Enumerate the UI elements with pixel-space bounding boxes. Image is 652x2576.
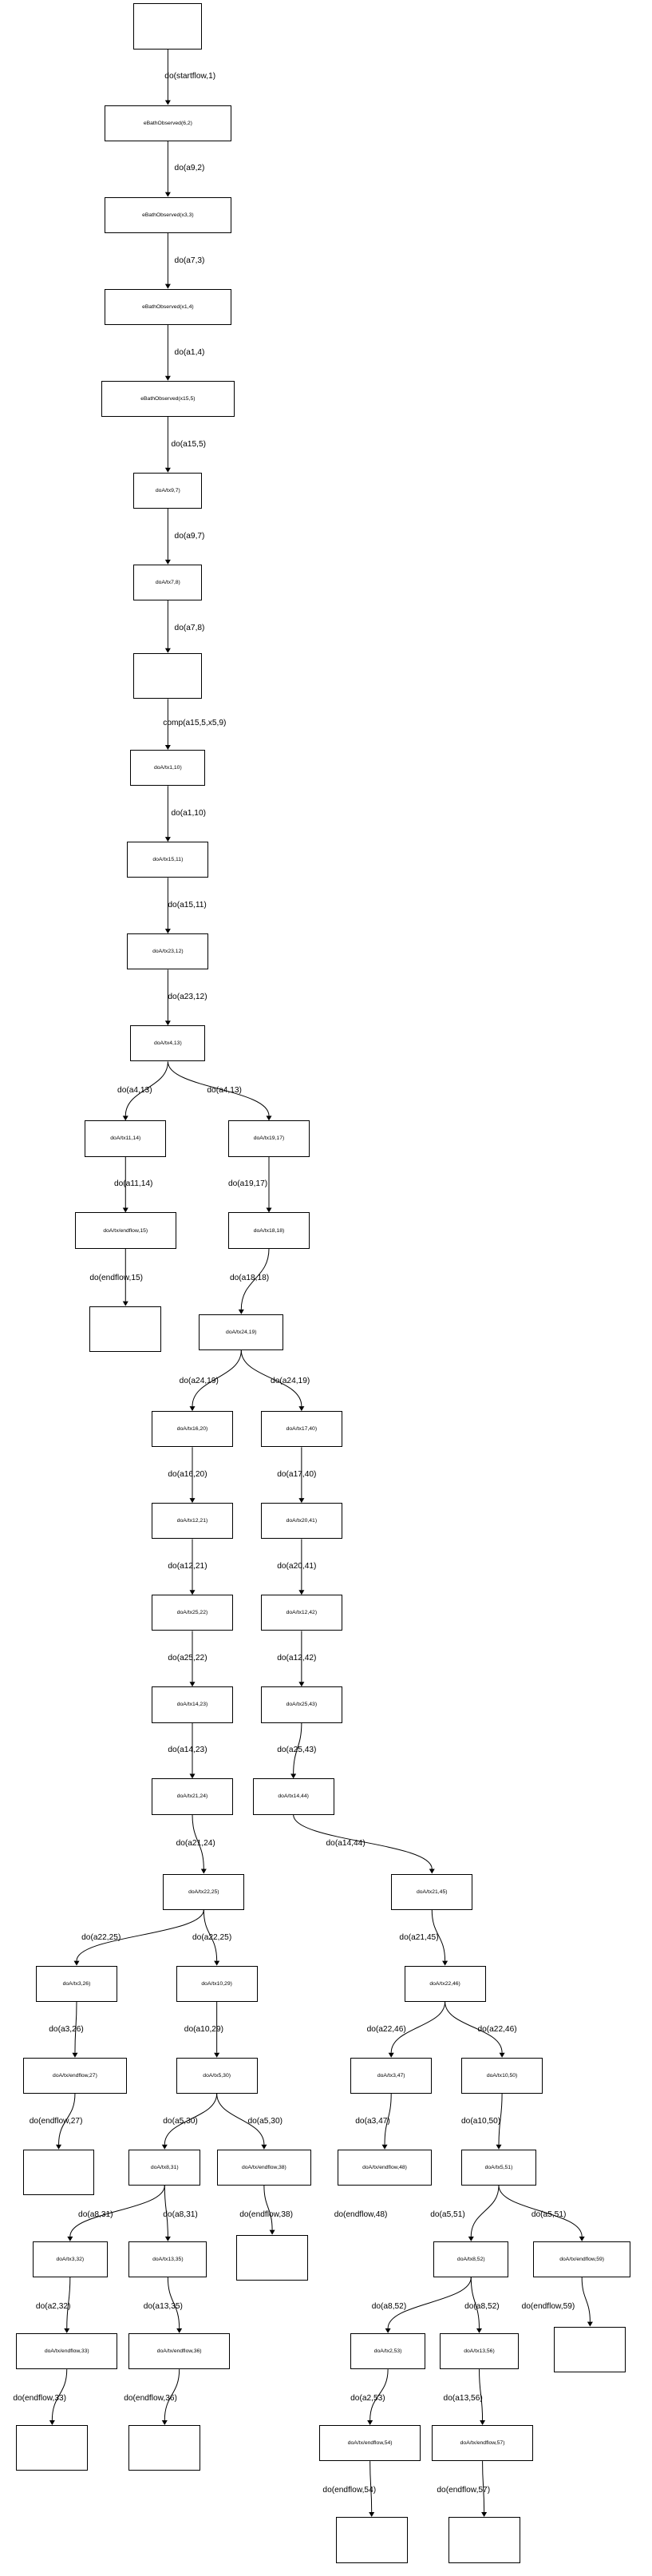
graph-node: doA/tx8,31) — [128, 2150, 200, 2186]
edge-label: do(a10,50) — [461, 2116, 501, 2126]
graph-node: doA/tx24,19) — [199, 1314, 283, 1350]
graph-node: doA/tx23,12) — [127, 933, 208, 969]
edge-label: do(a12,21) — [168, 1562, 207, 1571]
edge-label: do(a21,24) — [176, 1839, 215, 1849]
graph-node: doA/tx25,22) — [152, 1595, 233, 1631]
edge-label: do(startflow,1) — [164, 72, 216, 81]
graph-node: doA/tx/endflow,27) — [23, 2058, 128, 2094]
graph-node: doA/tx22,46) — [405, 1966, 486, 2002]
graph-node: doA/tx25,43) — [261, 1686, 342, 1722]
edge-label: do(a13,35) — [143, 2301, 183, 2311]
edge-label: do(a22,46) — [366, 2024, 406, 2034]
edge-label: do(a5,51) — [531, 2209, 567, 2219]
graph-node: doA/tx3,32) — [33, 2241, 108, 2277]
edge-label: do(a15,5) — [171, 439, 206, 449]
edge-label: do(a25,22) — [168, 1654, 207, 1663]
graph-node: doA/tx3,26) — [36, 1966, 117, 2002]
edge-label: do(a7,3) — [174, 256, 205, 265]
edge-label: do(a5,51) — [430, 2209, 465, 2219]
graph-node: doA/tx/endflow,38) — [217, 2150, 311, 2186]
graph-node-terminal — [236, 2235, 308, 2281]
edge-label: do(endflow,38) — [239, 2209, 293, 2219]
edge-label: do(a24,19) — [179, 1376, 219, 1385]
graph-node: doA/tx9,7) — [133, 473, 202, 509]
graph-node: doA/tx8,52) — [433, 2241, 508, 2277]
edge-label: do(a21,45) — [399, 1932, 439, 1942]
edge-label: do(a16,20) — [168, 1470, 207, 1480]
graph-node: eBathObserved(x3,3) — [105, 197, 231, 233]
edge-label: do(endflow,57) — [437, 2485, 491, 2495]
graph-node-terminal — [554, 2327, 626, 2373]
edge-label: do(endflow,27) — [29, 2116, 83, 2126]
edge-label: do(a3,26) — [49, 2024, 84, 2034]
graph-node: doA/tx2,53) — [350, 2333, 425, 2369]
graph-node: doA/tx/endflow,15) — [75, 1212, 176, 1248]
edge-label: do(endflow,33) — [13, 2393, 67, 2403]
edge-label: do(a22,25) — [81, 1932, 121, 1942]
graph-node: doA/tx22,25) — [163, 1874, 244, 1910]
edge-label: do(endflow,54) — [322, 2485, 377, 2495]
graph-node: doA/tx10,50) — [461, 2058, 543, 2094]
edge-label: do(a14,23) — [168, 1746, 207, 1755]
graph-node: doA/tx21,24) — [152, 1778, 233, 1814]
edge-label: do(endflow,59) — [521, 2301, 575, 2311]
graph-node: doA/tx15,11) — [127, 842, 208, 878]
graph-node: doA/tx5,51) — [461, 2150, 536, 2186]
edge-label: do(a17,40) — [277, 1470, 317, 1480]
graph-node-terminal — [133, 3, 202, 50]
edge-label: do(a15,11) — [168, 901, 207, 910]
edge-label: do(a1,4) — [174, 347, 205, 357]
graph-node: doA/tx13,56) — [440, 2333, 518, 2369]
edge-label: do(a19,17) — [227, 1179, 268, 1189]
edge-label: do(endflow,36) — [124, 2393, 177, 2403]
graph-node: doA/tx19,17) — [228, 1120, 310, 1156]
edge-label: do(a1,10) — [171, 809, 206, 818]
graph-node: doA/tx3,47) — [350, 2058, 432, 2094]
edge-label: do(a20,41) — [277, 1562, 317, 1571]
graph-node: doA/tx12,21) — [152, 1503, 233, 1539]
graph-node: doA/tx5,30) — [176, 2058, 258, 2094]
edge-label: comp(a15,5,x5,9) — [163, 718, 227, 727]
graph-node: doA/tx/endflow,48) — [338, 2150, 432, 2186]
graph-node: doA/tx21,45) — [391, 1874, 472, 1910]
edge-label: do(a18,18) — [229, 1273, 270, 1282]
graph-node: eBathObserved(6,2) — [105, 105, 231, 141]
edge-label: do(a9,7) — [174, 531, 205, 541]
graph-node: doA/tx16,20) — [152, 1411, 233, 1447]
graph-node: doA/tx17,40) — [261, 1411, 342, 1447]
graph-node: doA/tx/endflow,33) — [16, 2333, 117, 2369]
graph-node: doA/tx18,18) — [228, 1212, 310, 1248]
edge-label: do(a2,53) — [350, 2393, 385, 2403]
edge-label: do(a8,52) — [464, 2301, 500, 2311]
edge-label: do(a5,30) — [247, 2116, 283, 2126]
edge-label: do(a14,44) — [326, 1839, 366, 1849]
edge-label: do(endflow,15) — [89, 1273, 144, 1282]
edge-label: do(a24,19) — [271, 1376, 310, 1385]
graph-node: doA/tx14,44) — [253, 1778, 334, 1814]
graph-node: eBathObserved(x1,4) — [105, 289, 231, 325]
edge-label: do(a2,32) — [35, 2301, 71, 2311]
edge-label: do(a8,31) — [78, 2209, 113, 2219]
graph-node: doA/tx11,14) — [85, 1120, 166, 1156]
graph-node: doA/tx13,35) — [128, 2241, 207, 2277]
edge-label: do(a8,31) — [163, 2209, 198, 2219]
edge-label: do(a8,52) — [371, 2301, 407, 2311]
edge-label: do(a10,29) — [184, 2024, 223, 2034]
edge-label: do(a11,14) — [113, 1179, 153, 1189]
graph-node-terminal — [133, 653, 202, 699]
graph-node-terminal — [89, 1306, 161, 1353]
graph-node: eBathObserved(x15,5) — [101, 381, 235, 417]
graph-node: doA/tx14,23) — [152, 1686, 233, 1722]
edge-label: do(endflow,48) — [334, 2209, 388, 2219]
edge-label: do(a5,30) — [163, 2116, 198, 2126]
edge-label: do(a23,12) — [168, 993, 207, 1002]
graph-node: doA/tx20,41) — [261, 1503, 342, 1539]
graph-node-terminal — [336, 2517, 408, 2563]
edge-label: do(a22,46) — [477, 2024, 517, 2034]
edge-label: do(a7,8) — [174, 623, 205, 632]
graph-node: doA/tx4,13) — [130, 1025, 205, 1061]
graph-node-terminal — [128, 2425, 200, 2471]
graph-node: doA/tx/endflow,54) — [319, 2425, 421, 2461]
edge-label: do(a22,25) — [192, 1932, 232, 1942]
edge-label: do(a25,43) — [277, 1746, 317, 1755]
graph-node: doA/tx10,29) — [176, 1966, 258, 2002]
graph-node-terminal — [16, 2425, 88, 2471]
graph-node: doA/tx/endflow,59) — [533, 2241, 631, 2277]
edge-label: do(a4,13) — [207, 1086, 242, 1096]
graph-node-terminal — [23, 2150, 95, 2196]
edge-label: do(a3,47) — [355, 2116, 390, 2126]
edge-label: do(a13,56) — [443, 2393, 483, 2403]
graph-node: doA/tx12,42) — [261, 1595, 342, 1631]
graph-node: doA/tx7,8) — [133, 565, 202, 600]
graph-node-terminal — [448, 2517, 520, 2563]
graph-node: doA/tx/endflow,36) — [128, 2333, 230, 2369]
edge-label: do(a9,2) — [174, 164, 205, 173]
graph-node: doA/tx1,10) — [130, 750, 205, 786]
edge-label: do(a12,42) — [277, 1654, 317, 1663]
edge-label: do(a4,13) — [117, 1086, 152, 1096]
graph-node: doA/tx/endflow,57) — [432, 2425, 533, 2461]
